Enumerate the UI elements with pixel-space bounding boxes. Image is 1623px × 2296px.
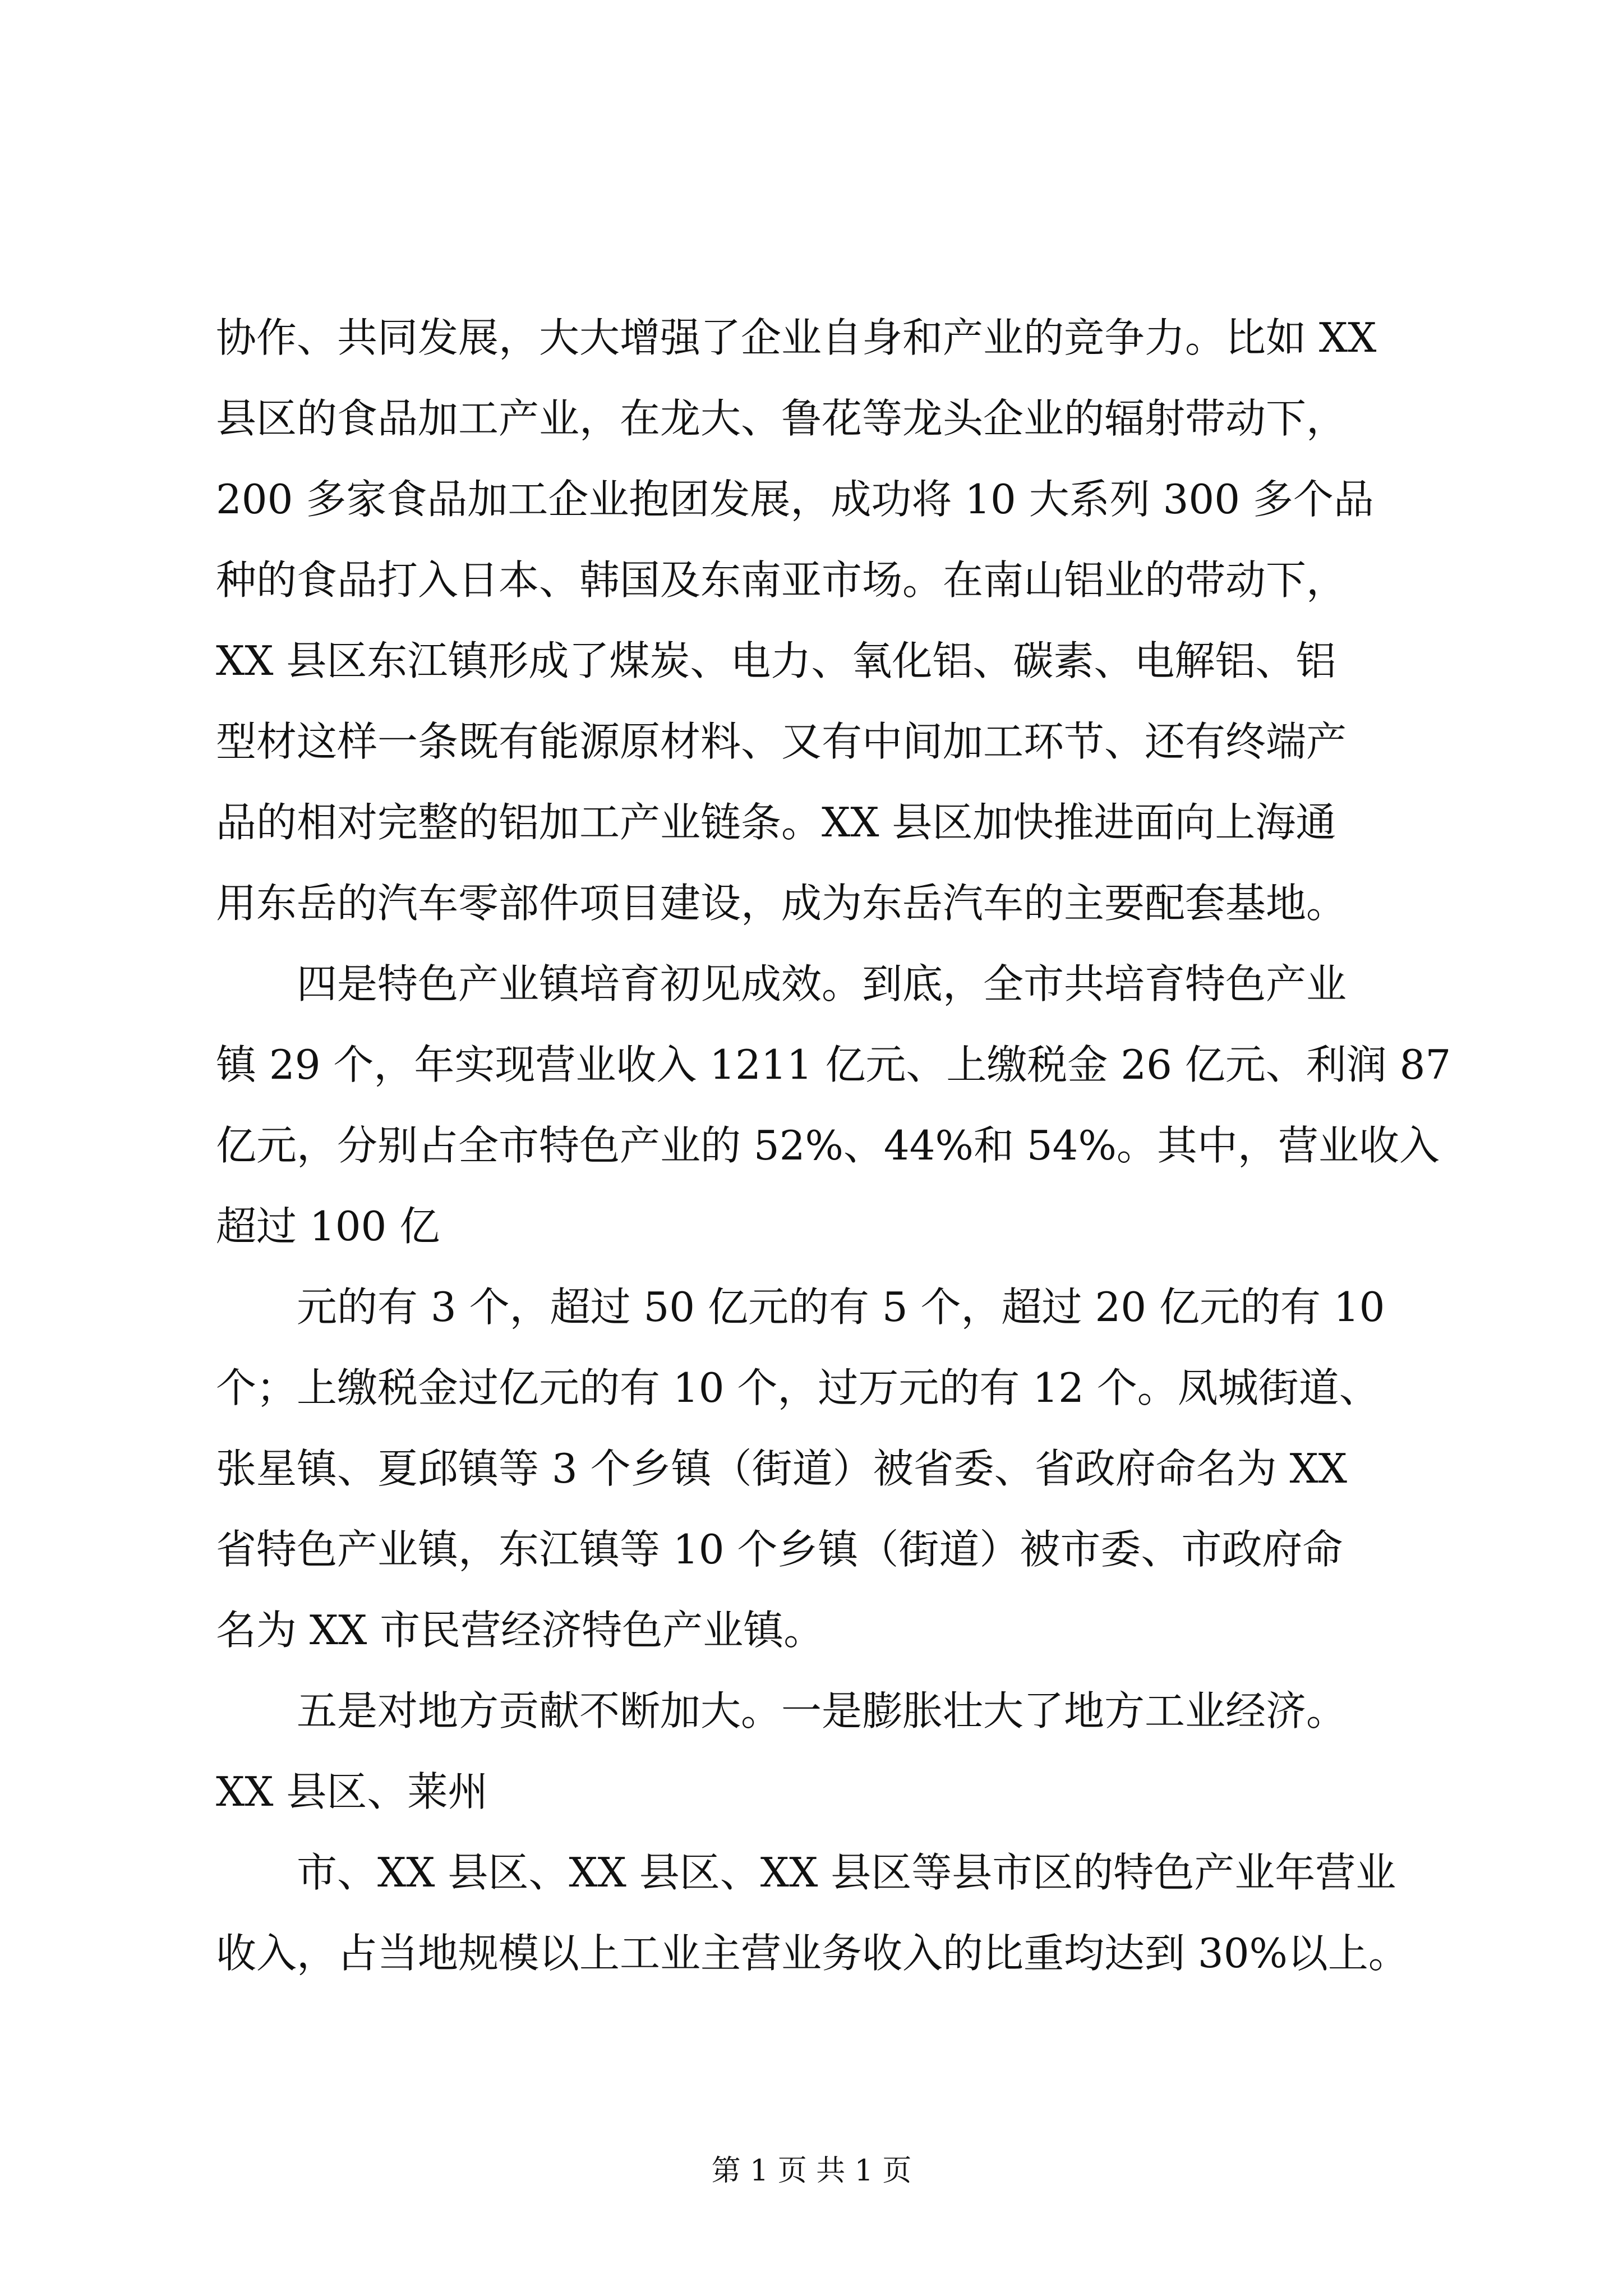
text-line: 张星镇、夏邱镇等 3 个乡镇（街道）被省委、省政府命名为 XX: [216, 1445, 1347, 1492]
paragraph-start-line: 五是对地方贡献不断加大。一是膨胀壮大了地方工业经济。: [297, 1687, 1347, 1734]
paragraph-start-line: 市、XX 县区、XX 县区、XX 县区等县市区的特色产业年营业: [297, 1849, 1396, 1896]
text-line: 亿元，分别占全市特色产业的 52%、44%和 54%。其中，营业收入: [216, 1122, 1440, 1169]
text-line: 种的食品打入日本、韩国及东南亚市场。在南山铝业的带动下，: [216, 556, 1347, 604]
text-line: 县区的食品加工产业，在龙大、鲁花等龙头企业的辐射带动下，: [216, 395, 1347, 442]
text-line: 个；上缴税金过亿元的有 10 个，过万元的有 12 个。凤城街道、: [216, 1364, 1380, 1411]
text-line: 省特色产业镇，东江镇等 10 个乡镇（街道）被市委、市政府命: [216, 1526, 1343, 1573]
body-text: [216, 297, 1451, 1994]
text-line: 品的相对完整的铝加工产业链条。XX 县区加快推进面向上海通: [216, 799, 1336, 846]
text-line: 超过 100 亿: [216, 1203, 440, 1250]
paragraph-start-line: 元的有 3 个，超过 50 亿元的有 5 个，超过 20 亿元的有 10: [297, 1283, 1385, 1331]
text-line: 用东岳的汽车零部件项目建设，成为东岳汽车的主要配套基地。: [216, 880, 1347, 927]
text-line: XX 县区、莱州: [216, 1768, 488, 1815]
text-line: 名为 XX 市民营经济特色产业镇。: [216, 1607, 824, 1654]
text-line: 镇 29 个，年实现营业收入 1211 亿元、上缴税金 26 亿元、利润 87: [216, 1041, 1451, 1088]
page-footer: 第 1 页 共 1 页: [711, 2154, 912, 2188]
text-line: 200 多家食品加工企业抱团发展，成功将 10 大系列 300 多个品: [216, 476, 1374, 523]
text-line: 型材这样一条既有能源原材料、又有中间加工环节、还有终端产: [216, 718, 1347, 765]
paragraph-start-line: 四是特色产业镇培育初见成效。到底，全市共培育特色产业: [297, 960, 1347, 1007]
text-line: 协作、共同发展，大大增强了企业自身和产业的竞争力。比如 XX: [216, 314, 1377, 361]
text-line: 收入，占当地规模以上工业主营业务收入的比重均达到 30%以上。: [216, 1930, 1409, 1977]
text-line: XX 县区东江镇形成了煤炭、电力、氧化铝、碳素、电解铝、铝: [216, 637, 1336, 684]
